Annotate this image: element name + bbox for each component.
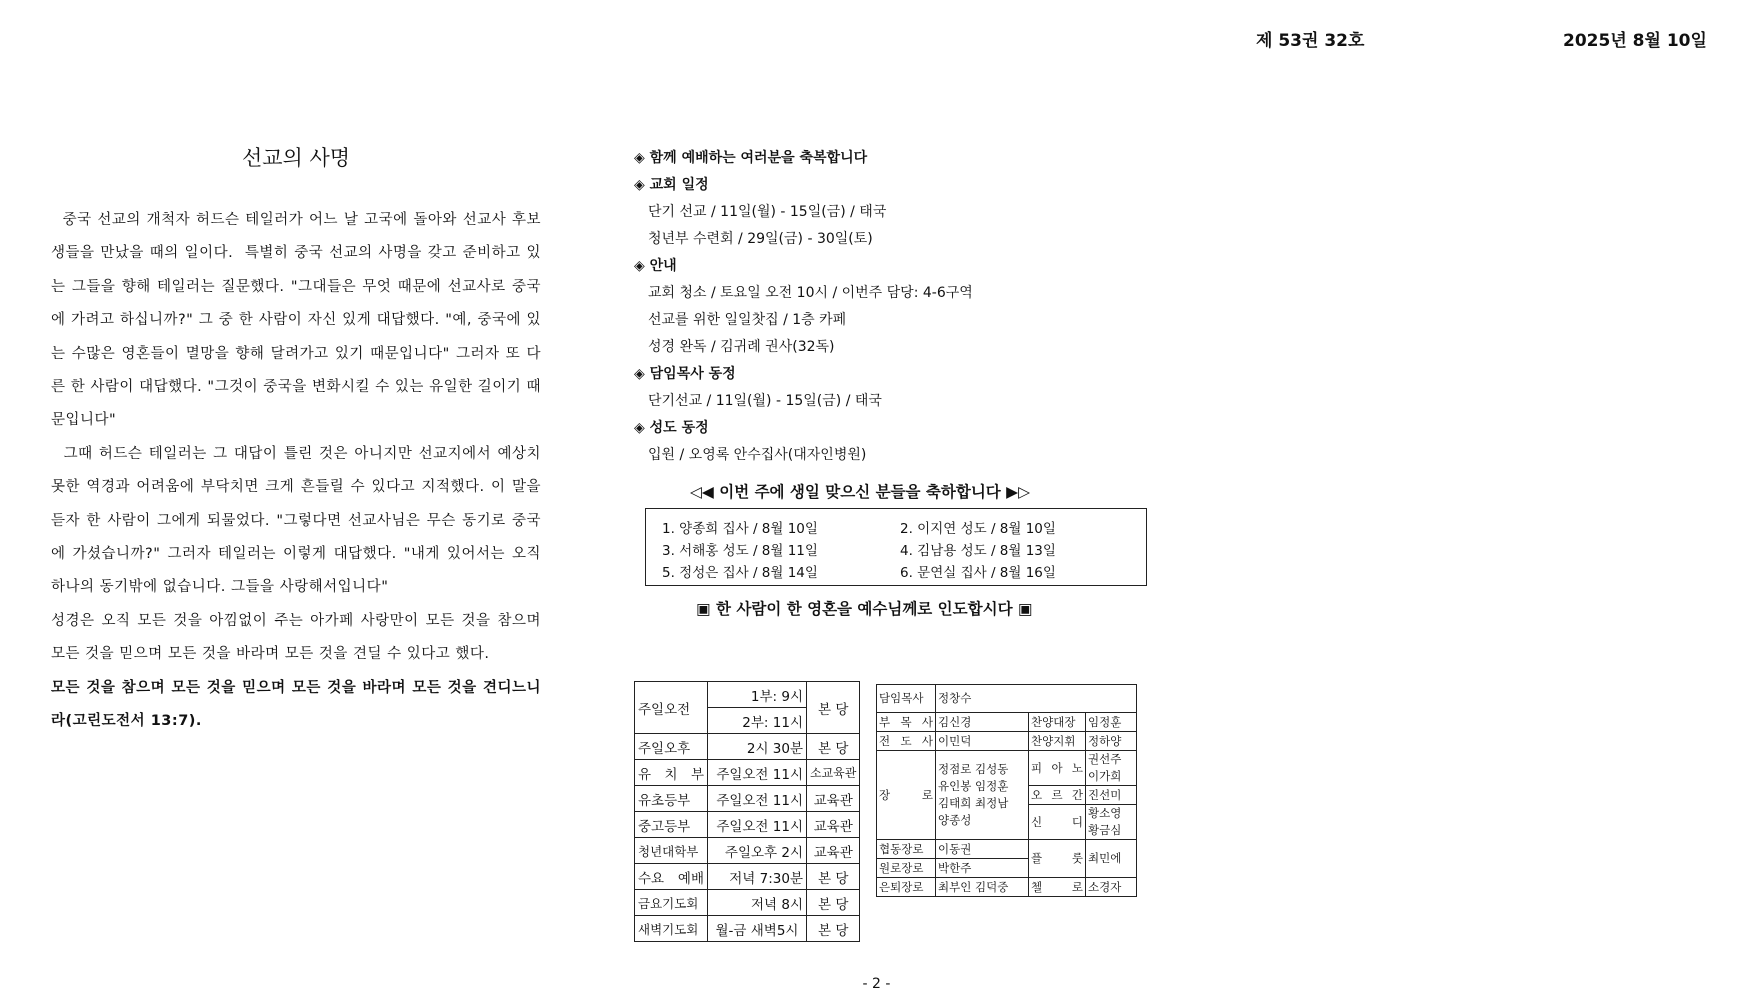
news-line: 단기선교 / 11일(월) - 15일(금) / 태국 (648, 393, 882, 409)
service-place: 교육관 (807, 786, 860, 812)
staff-role: 플 룻 (1029, 840, 1086, 878)
news-line: 청년부 수련회 / 29일(금) - 30일(토) (648, 231, 873, 247)
service-time: 1부: 9시 (708, 682, 807, 708)
staff-name: 이가희 (1088, 769, 1122, 783)
service-time: 2부: 11시 (708, 708, 807, 734)
table-row (877, 840, 1137, 859)
table-row (635, 864, 860, 890)
staff-name: 정점로 김성동 (938, 762, 1009, 776)
news-line: 성경 완독 / 김귀례 권사(32독) (648, 339, 835, 355)
worship-schedule-table (634, 681, 860, 942)
staff-name: 황소영 (1088, 806, 1122, 820)
service-time: 2시 30분 (708, 734, 807, 760)
service-name: 수요 예배 (635, 864, 708, 890)
staff-name: 임정훈 (1086, 713, 1137, 732)
staff-name: 정하양 (1086, 732, 1137, 751)
news-line: 입원 / 오영록 안수집사(대자인병원) (648, 447, 867, 463)
volume-issue: 제 53권 32호 (1256, 31, 1365, 51)
staff-role: 피 아 노 (1029, 751, 1086, 786)
birthday-box (645, 508, 1147, 586)
table-row (635, 838, 860, 864)
service-time: 저녁 8시 (708, 890, 807, 916)
news-line: ◈ 함께 예배하는 여러분을 축복합니다 (634, 150, 868, 166)
staff-name: 박한주 (936, 859, 1029, 878)
news-line: 선교를 위한 일일찻집 / 1층 카페 (648, 312, 847, 328)
table-row (635, 916, 860, 942)
birthday-entry: 4. 김남용 성도 / 8월 13일 (900, 543, 1056, 559)
service-place: 교육관 (807, 812, 860, 838)
service-name: 주일오후 (635, 734, 708, 760)
service-place: 소교육관 (807, 760, 860, 786)
service-time: 주일오후 2시 (708, 838, 807, 864)
table-row (877, 878, 1137, 897)
table-row (635, 760, 860, 786)
table-row (877, 713, 1137, 732)
service-place: 본 당 (807, 734, 860, 760)
service-name: 유 치 부 (635, 760, 708, 786)
staff-role: 찬양대장 (1029, 713, 1086, 732)
staff-role: 오 르 간 (1029, 786, 1086, 805)
staff-role: 원로장로 (877, 859, 936, 878)
service-place: 교육관 (807, 838, 860, 864)
staff-role: 부 목 사 (877, 713, 936, 732)
service-name: 청년대학부 (635, 838, 708, 864)
staff-name: 권선주 (1088, 752, 1122, 766)
service-name: 중고등부 (635, 812, 708, 838)
news-line: ◈ 안내 (634, 258, 677, 274)
essay-paragraph: 성경은 오직 모든 것을 아낌없이 주는 아가페 사랑만이 모든 것을 참으며 모든 것을 믿으며 모든 것을 바라며 모든 것을 견딜 수 있다고 했다. (51, 612, 541, 663)
staff-name: 유인봉 임정훈 (938, 779, 1009, 793)
service-name: 주일오전 (635, 682, 708, 734)
church-news (634, 145, 1154, 469)
table-row (635, 786, 860, 812)
news-line: ◈ 성도 동정 (634, 420, 709, 436)
church-staff-table (876, 684, 1137, 897)
service-place: 본 당 (807, 916, 860, 942)
table-row (635, 734, 860, 760)
staff-role: 전 도 사 (877, 732, 936, 751)
essay-paragraph: 중국 선교의 개척자 허드슨 테일러가 어느 날 고국에 돌아와 선교사 후보생들을 만났을 때의 일이다. 특별히 중국 선교의 사명을 갖고 준비하고 있는 그들을 향해 테일러는 질문했다. "그대들은 무엇 때문에 선교사로 중국에 가려고 하십니까?" 그 중 한 사람이 자신 있게 대답했다. "예, 중국에 있는 수많은 영혼들이 멸망을 향해 달려가고 있기 때문입니다" 그러자 또 다른 한 사람이 대답했다. "그것이 중국을 변화시킬 수 있는 유일한 길이기 때문입니다" (51, 212, 542, 429)
service-name: 금요기도회 (635, 890, 708, 916)
service-place: 본 당 (807, 682, 860, 734)
news-line: ◈ 교회 일정 (634, 177, 709, 193)
table-row (635, 812, 860, 838)
service-time: 저녁 7:30분 (708, 864, 807, 890)
staff-role: 첼 로 (1029, 878, 1086, 897)
essay-paragraph: 그때 허드슨 테일러는 그 대답이 틀린 것은 아니지만 선교지에서 예상치 못한 역경과 어려움에 부닥치면 크게 흔들릴 수 있다고 지적했다. 이 말을 듣자 한 사람이 그에게 되물었다. "그렇다면 선교사님은 무슨 동기로 중국에 가셨습니까?" 그러자 테일러는 이렇게 대답했다. "내게 있어서는 오직 하나의 동기밖에 없습니다. 그들을 사랑해서입니다" (51, 445, 547, 596)
essay-body (51, 204, 547, 739)
staff-name: 최부인 김덕중 (936, 878, 1029, 897)
staff-role: 은퇴장로 (877, 878, 936, 897)
table-row (877, 685, 1137, 713)
issue-date: 2025년 8월 10일 (1563, 31, 1707, 51)
staff-name-list (1086, 751, 1137, 786)
staff-name-list (1086, 805, 1137, 840)
service-time: 주일오전 11시 (708, 760, 807, 786)
page-number: - 2 - (862, 976, 891, 992)
staff-name: 이동권 (936, 840, 1029, 859)
birthday-heading: ◁◀ 이번 주에 생일 맞으신 분들을 축하합니다 ▶▷ (690, 483, 1030, 501)
staff-role: 협동장로 (877, 840, 936, 859)
table-row (877, 732, 1137, 751)
staff-name: 황금심 (1088, 823, 1122, 837)
news-line: 교회 청소 / 토요일 오전 10시 / 이번주 담당: 4-6구역 (648, 285, 973, 301)
service-time: 월-금 새벽5시 (708, 916, 807, 942)
birthday-entry: 1. 양종희 집사 / 8월 10일 (662, 521, 818, 537)
staff-name: 진선미 (1086, 786, 1137, 805)
staff-role: 장 로 (877, 751, 936, 840)
staff-name: 양종성 (938, 813, 972, 827)
staff-role: 담임목사 (877, 685, 936, 713)
service-place: 본 당 (807, 890, 860, 916)
staff-name: 이민덕 (936, 732, 1029, 751)
birthday-entry: 3. 서해홍 성도 / 8월 11일 (662, 543, 818, 559)
staff-name: 김신경 (936, 713, 1029, 732)
staff-role: 신 디 (1029, 805, 1086, 840)
closing-verse: 모든 것을 참으며 모든 것을 믿으며 모든 것을 바라며 모든 것을 견디느니라(고린도전서 13:7). (51, 679, 541, 730)
staff-name: 정창수 (936, 685, 1137, 713)
staff-name: 김태희 최정남 (938, 796, 1009, 810)
birthday-entry: 5. 정성은 집사 / 8월 14일 (662, 565, 818, 581)
staff-name-list (936, 751, 1029, 840)
service-time: 주일오전 11시 (708, 812, 807, 838)
news-line: 단기 선교 / 11일(월) - 15일(금) / 태국 (648, 204, 887, 220)
service-name: 새벽기도회 (635, 916, 708, 942)
service-place: 본 당 (807, 864, 860, 890)
essay (51, 142, 547, 739)
table-row (635, 890, 860, 916)
birthday-entry: 2. 이지연 성도 / 8월 10일 (900, 521, 1056, 537)
staff-role: 찬양지휘 (1029, 732, 1086, 751)
staff-name: 최민에 (1086, 840, 1137, 878)
essay-title: 선교의 사명 (241, 146, 351, 170)
news-line: ◈ 담임목사 동정 (634, 366, 736, 382)
service-name: 유초등부 (635, 786, 708, 812)
birthday-entry: 6. 문연실 집사 / 8월 16일 (900, 565, 1056, 581)
slogan: ▣ 한 사람이 한 영혼을 예수님께로 인도합시다 ▣ (696, 600, 1033, 618)
staff-name: 소경자 (1086, 878, 1137, 897)
service-time: 주일오전 11시 (708, 786, 807, 812)
table-row (635, 682, 860, 708)
